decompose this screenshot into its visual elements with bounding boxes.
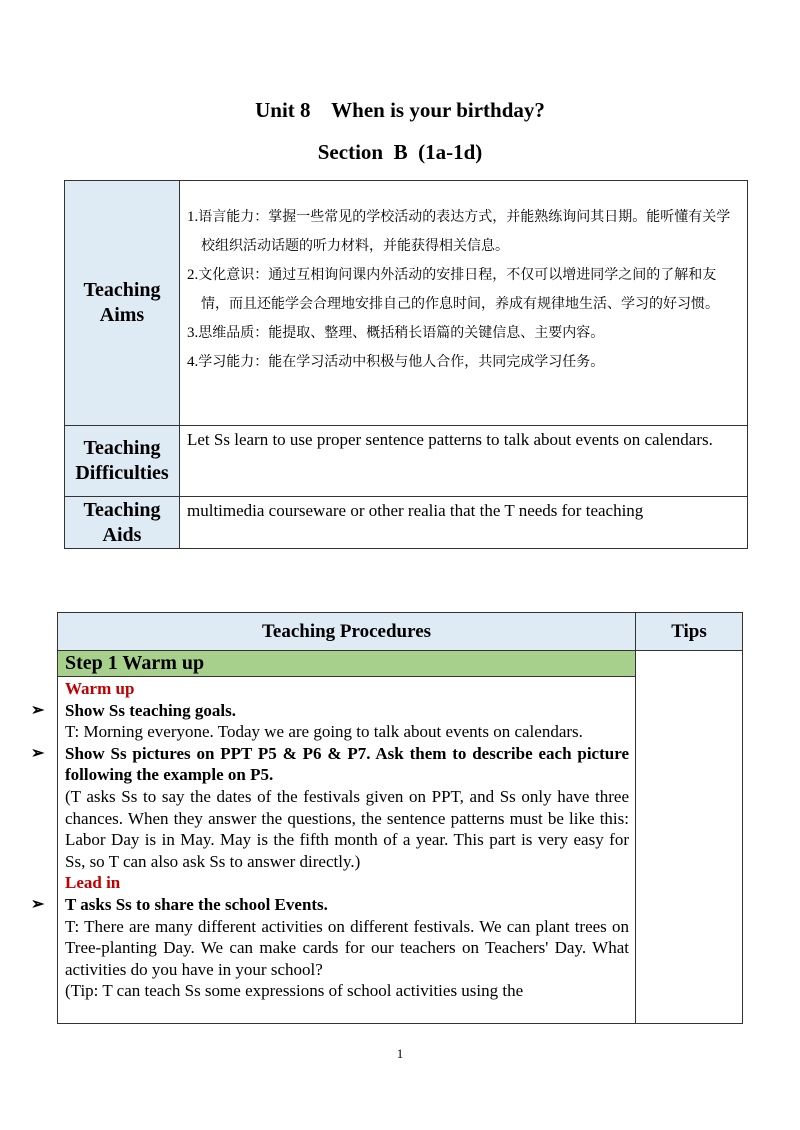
arrow-bullet-icon: ➢: [31, 744, 45, 762]
difficulties-label: Teaching Difficulties: [65, 426, 180, 497]
aids-row: [65, 497, 748, 549]
aids-label: Teaching Aids: [65, 497, 180, 549]
leadin-label: Lead in: [65, 873, 121, 893]
aim-item-2: 2.文化意识：通过互相询问课内外活动的安排日程，不仅可以增进同学之间的了解和友情，而且还能学会合理地安排自己的作息时间，养成有规律地生活、学习的好习惯。: [187, 267, 719, 312]
paragraph-morning: T: Morning everyone. Today we are going to talk about events on calendars.: [65, 722, 583, 742]
bullet-share-events: ➢ T asks Ss to share the school Events.: [31, 894, 328, 914]
tips-cell: [636, 651, 743, 1024]
aim-item-4: 4.学习能力：能在学习活动中积极与他人合作，共同完成学习任务。: [187, 354, 605, 370]
arrow-bullet-icon: ➢: [31, 895, 45, 913]
paragraph-festival-dates: (T asks Ss to say the dates of the festivals given on PPT, and Ss only have three chances. When they answer the questions, the sentence patterns must be like this: Labor Day is in May. May is the fifth month of a year. This part is very easy for Ss, so T can also ask Ss to answer directly.): [65, 786, 629, 871]
procedures-table: [31, 612, 743, 1024]
aims-content: [180, 181, 748, 426]
procedures-header: Teaching Procedures: [58, 613, 636, 651]
aim-item-3: 3.思维品质：能提取、整理、概括稍长语篇的关键信息、主要内容。: [187, 325, 605, 341]
aims-list: [187, 181, 741, 395]
procedures-header-row: [58, 613, 743, 651]
arrow-bullet-icon: ➢: [31, 701, 45, 719]
aims-row: [65, 181, 748, 426]
document-subtitle: Section B (1a-1d): [317, 140, 483, 164]
aims-label: Teaching Aims: [65, 181, 180, 426]
bullet-show-pictures: ➢ Show Ss pictures on PPT P5 & P6 & P7. Ask them to describe each picture following the example on P5.: [31, 743, 629, 785]
paragraph-tip: (Tip: T can teach Ss some expressions of school activities using the: [65, 981, 524, 1001]
page-number: 1: [396, 1046, 404, 1061]
paragraph-activities: T: There are many different activities on different festivals. We can plant trees on Tree-planting Day. We can make cards for our teachers on Teachers' Day. What activities do you have in your school?: [65, 916, 629, 979]
difficulties-row: [65, 426, 748, 497]
step-row: [58, 651, 743, 677]
aim-item-1: 1.语言能力：掌握一些常见的学校活动的表达方式，并能熟练询问其日期。能听懂有关学校组织活动话题的听力材料，并能获得相关信息。: [187, 209, 731, 254]
difficulties-text: Let Ss learn to use proper sentence patterns to talk about events on calendars.: [187, 430, 713, 449]
aims-table: [64, 180, 748, 549]
tips-header: Tips: [636, 613, 743, 651]
warmup-label: Warm up: [65, 679, 135, 698]
procedure-body: [31, 677, 636, 1024]
aids-text: multimedia courseware or other realia that the T needs for teaching: [187, 501, 644, 520]
step-1-heading: Step 1 Warm up: [58, 651, 636, 677]
document-title: Unit 8 When is your birthday?: [255, 98, 545, 122]
bullet-show-goals: ➢ Show Ss teaching goals.: [31, 700, 236, 720]
